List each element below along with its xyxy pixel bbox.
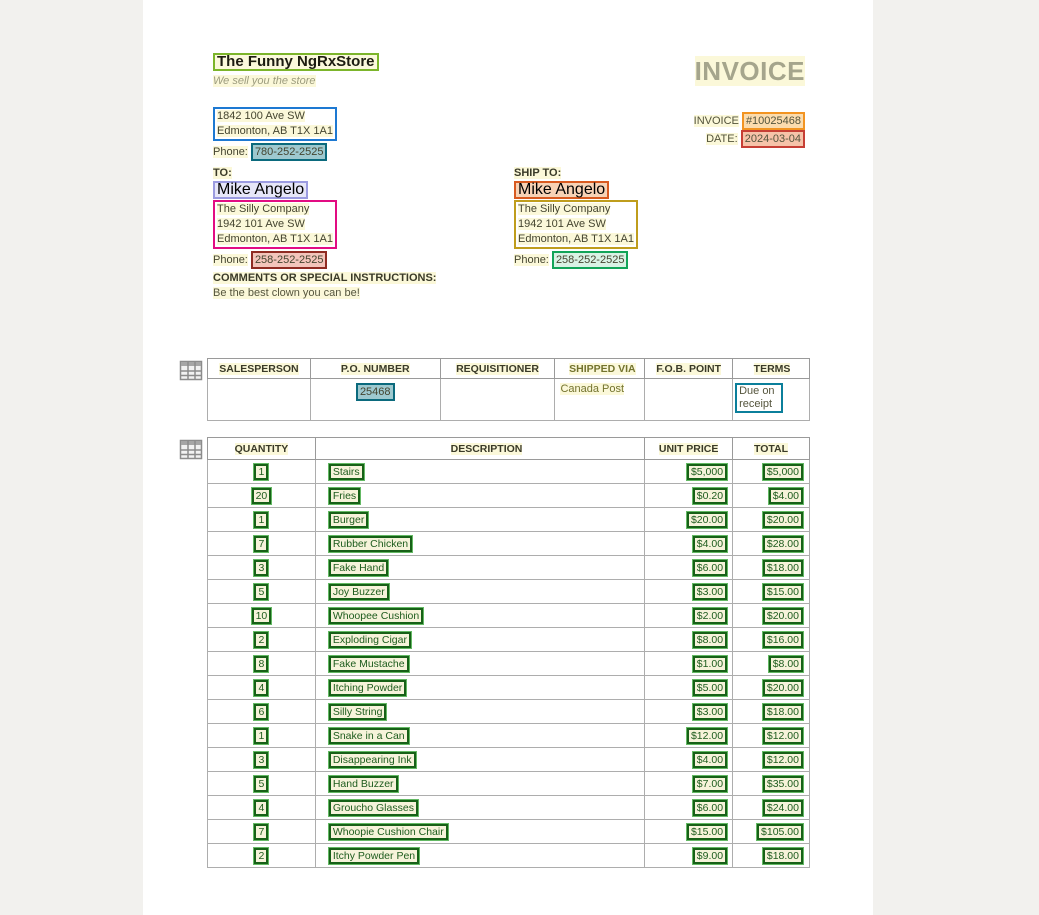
item-description[interactable]: Hand Buzzer <box>329 776 398 792</box>
terms-cell <box>733 379 810 421</box>
item-description[interactable]: Fake Mustache <box>329 656 409 672</box>
item-description[interactable]: Joy Buzzer <box>329 584 389 600</box>
item-quantity[interactable]: 3 <box>254 752 268 768</box>
invoice-title: INVOICE <box>694 56 805 86</box>
invoice-date[interactable]: 2024-03-04 <box>741 130 805 148</box>
item-description[interactable]: Silly String <box>329 704 387 720</box>
comments-block <box>213 272 436 299</box>
item-unit-price[interactable]: $1.00 <box>693 656 727 672</box>
line-item-row <box>208 556 810 580</box>
invoice-date-line: DATE: 2024-03-04 <box>694 130 805 148</box>
item-quantity[interactable]: 5 <box>254 776 268 792</box>
line-item-row <box>208 820 810 844</box>
item-total[interactable]: $5,000 <box>763 464 803 480</box>
comments-label: COMMENTS OR SPECIAL INSTRUCTIONS: <box>213 272 437 284</box>
line-item-row <box>208 604 810 628</box>
item-quantity[interactable]: 8 <box>254 656 268 672</box>
line-items-body <box>208 460 810 868</box>
item-total[interactable]: $8.00 <box>769 656 803 672</box>
item-description[interactable]: Exploding Cigar <box>329 632 411 648</box>
item-unit-price[interactable]: $4.00 <box>693 752 727 768</box>
company-address[interactable]: 1842 100 Ave SW Edmonton, AB T1X 1A1 <box>213 107 337 141</box>
bill-to-block: TO: Mike Angelo The Silly Company 1942 101 Ave SW Edmonton, AB T1X 1A1 Phone: 258-252-2525 <box>213 167 453 269</box>
ship-to-address[interactable]: The Silly Company 1942 101 Ave SW Edmonton, AB T1X 1A1 <box>514 200 638 249</box>
item-unit-price[interactable]: $20.00 <box>687 512 727 528</box>
line-items-table <box>207 437 810 868</box>
table-grid-icon[interactable] <box>179 438 203 462</box>
item-description[interactable]: Whoopie Cushion Chair <box>329 824 448 840</box>
item-total[interactable]: $12.00 <box>763 728 803 744</box>
store-tagline: We sell you the store <box>213 75 316 87</box>
item-unit-price[interactable]: $5,000 <box>687 464 727 480</box>
item-description[interactable]: Snake in a Can <box>329 728 409 744</box>
invoice-number[interactable]: #10025468 <box>742 112 805 130</box>
item-total[interactable]: $18.00 <box>763 704 803 720</box>
item-quantity[interactable]: 4 <box>254 800 268 816</box>
line-item-row <box>208 796 810 820</box>
invoice-page <box>143 0 873 915</box>
item-total[interactable]: $15.00 <box>763 584 803 600</box>
item-total[interactable]: $20.00 <box>763 680 803 696</box>
line-item-row <box>208 748 810 772</box>
company-address-block <box>213 107 337 161</box>
table-grid-icon[interactable] <box>179 359 203 383</box>
requisitioner-cell <box>440 379 555 421</box>
invoice-meta <box>694 112 805 148</box>
ship-to-block: SHIP TO: Mike Angelo The Silly Company 1942 101 Ave SW Edmonton, AB T1X 1A1 Phone: 258-252-2525 <box>514 167 754 269</box>
item-total[interactable]: $16.00 <box>763 632 803 648</box>
item-description[interactable]: Burger <box>329 512 369 528</box>
ship-to-phone[interactable]: 258-252-2525 <box>552 251 629 269</box>
item-unit-price[interactable]: $12.00 <box>687 728 727 744</box>
line-item-row <box>208 508 810 532</box>
bill-to-name[interactable]: Mike Angelo <box>213 181 308 199</box>
terms-value[interactable]: Due on receipt <box>735 383 783 413</box>
line-item-row <box>208 652 810 676</box>
company-phone-line: Phone: 780-252-2525 <box>213 143 337 161</box>
order-info-table <box>207 358 810 421</box>
item-description[interactable]: Disappearing Ink <box>329 752 416 768</box>
item-unit-price[interactable]: $3.00 <box>693 584 727 600</box>
item-total[interactable]: $20.00 <box>763 512 803 528</box>
item-quantity[interactable]: 3 <box>254 560 268 576</box>
item-total[interactable]: $4.00 <box>769 488 803 504</box>
item-description[interactable]: Fries <box>329 488 360 504</box>
line-items-header-row: QUANTITY DESCRIPTION UNIT PRICE TOTAL <box>208 438 810 460</box>
item-quantity[interactable]: 2 <box>254 848 268 864</box>
line-item-row <box>208 532 810 556</box>
item-quantity[interactable]: 7 <box>254 536 268 552</box>
item-quantity[interactable]: 4 <box>254 680 268 696</box>
line-item-row <box>208 628 810 652</box>
item-quantity[interactable]: 1 <box>254 512 268 528</box>
order-info-value-row <box>208 379 810 421</box>
item-unit-price[interactable]: $6.00 <box>693 800 727 816</box>
item-total[interactable]: $35.00 <box>763 776 803 792</box>
item-total[interactable]: $18.00 <box>763 560 803 576</box>
line-item-row <box>208 700 810 724</box>
po-number[interactable]: 25468 <box>356 383 395 401</box>
item-unit-price[interactable]: $0.20 <box>693 488 727 504</box>
salesperson-cell <box>208 379 311 421</box>
item-total[interactable]: $18.00 <box>763 848 803 864</box>
item-description[interactable]: Itching Powder <box>329 680 406 696</box>
item-unit-price[interactable]: $8.00 <box>693 632 727 648</box>
bill-to-label: TO: <box>213 167 232 179</box>
line-item-row <box>208 676 810 700</box>
item-description[interactable]: Fake Hand <box>329 560 388 576</box>
item-quantity[interactable]: 20 <box>252 488 272 504</box>
line-item-row <box>208 484 810 508</box>
item-total[interactable]: $28.00 <box>763 536 803 552</box>
item-unit-price[interactable]: $4.00 <box>693 536 727 552</box>
item-total[interactable]: $24.00 <box>763 800 803 816</box>
comments-text: Be the best clown you can be! <box>213 287 360 299</box>
item-description[interactable]: Groucho Glasses <box>329 800 418 816</box>
ship-to-label: SHIP TO: <box>514 167 562 179</box>
item-unit-price[interactable]: $3.00 <box>693 704 727 720</box>
bill-to-phone[interactable]: 258-252-2525 <box>251 251 328 269</box>
item-quantity[interactable]: 6 <box>254 704 268 720</box>
item-unit-price[interactable]: $15.00 <box>687 824 727 840</box>
item-unit-price[interactable]: $5.00 <box>693 680 727 696</box>
item-description[interactable]: Whoopee Cushion <box>329 608 423 624</box>
item-unit-price[interactable]: $2.00 <box>693 608 727 624</box>
order-info-header-row: SALESPERSON P.O. NUMBER REQUISITIONER SHIPPED VIA F.O.B. POINT TERMS <box>208 359 810 379</box>
company-phone[interactable]: 780-252-2525 <box>251 143 328 161</box>
item-unit-price[interactable]: $6.00 <box>693 560 727 576</box>
item-unit-price[interactable]: $7.00 <box>693 776 727 792</box>
fob-point-cell <box>645 379 733 421</box>
item-quantity[interactable]: 1 <box>254 464 268 480</box>
line-item-row <box>208 844 810 868</box>
line-item-row <box>208 724 810 748</box>
store-header <box>213 53 379 87</box>
item-description[interactable]: Itchy Powder Pen <box>329 848 419 864</box>
ship-to-name[interactable]: Mike Angelo <box>514 181 609 199</box>
item-quantity[interactable]: 7 <box>254 824 268 840</box>
shipped-via-cell: Canada Post <box>555 379 645 421</box>
line-item-row <box>208 772 810 796</box>
item-unit-price[interactable]: $9.00 <box>693 848 727 864</box>
store-name[interactable]: The Funny NgRxStore <box>213 53 379 71</box>
invoice-number-line: INVOICE #10025468 <box>694 112 805 130</box>
item-quantity[interactable]: 5 <box>254 584 268 600</box>
item-quantity[interactable]: 1 <box>254 728 268 744</box>
item-total[interactable]: $12.00 <box>763 752 803 768</box>
po-number-cell <box>310 379 440 421</box>
item-description[interactable]: Stairs <box>329 464 364 480</box>
item-quantity[interactable]: 10 <box>252 608 272 624</box>
line-item-row <box>208 580 810 604</box>
item-total[interactable]: $105.00 <box>757 824 803 840</box>
line-item-row <box>208 460 810 484</box>
item-total[interactable]: $20.00 <box>763 608 803 624</box>
bill-to-address[interactable]: The Silly Company 1942 101 Ave SW Edmonton, AB T1X 1A1 <box>213 200 337 249</box>
item-description[interactable]: Rubber Chicken <box>329 536 412 552</box>
item-quantity[interactable]: 2 <box>254 632 268 648</box>
